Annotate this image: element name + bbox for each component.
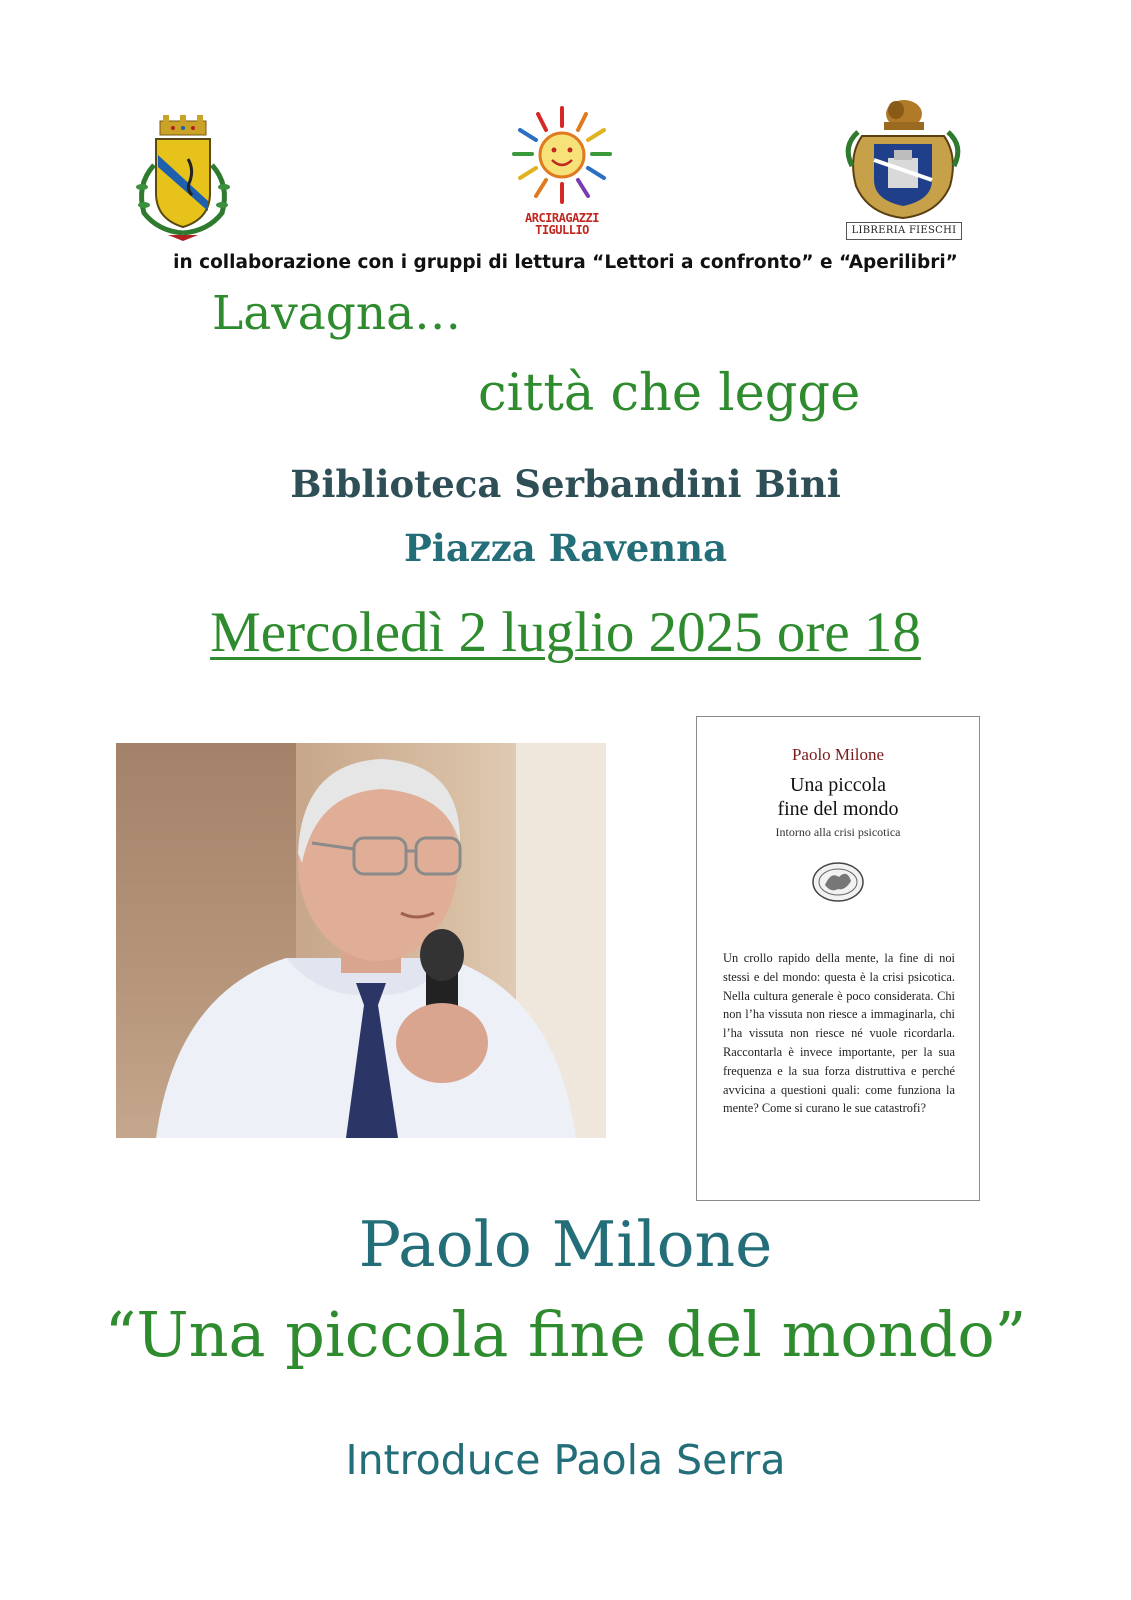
book-cover [696, 716, 980, 1201]
author-name: Paolo Milone [358, 1208, 773, 1281]
tigullio-logo-text: TIGULLIO [535, 223, 589, 237]
book-cover-author: Paolo Milone [791, 745, 885, 764]
book-cover-title-line2: fine del mondo [777, 798, 899, 820]
arciragazzi-logo-text: ARCIRAGAZZI [525, 211, 599, 225]
collaboration-line: in collaborazione con i gruppi di lettura “Lettori a confronto” e “Aperilibri” [173, 252, 958, 273]
headline-lavagna: Lavagna… [212, 286, 462, 341]
headline-citta-che-legge: città che legge [478, 364, 861, 423]
libreria-fieschi-logo [838, 96, 968, 244]
book-title-quoted: “Una piccola fine del mondo” [104, 1298, 1027, 1371]
venue-place: Piazza Ravenna [403, 526, 728, 570]
venue-name: Biblioteca Serbandini Bini [290, 462, 841, 506]
introducer-line: Introduce Paola Serra [345, 1436, 786, 1484]
publisher-emblem-icon [811, 861, 865, 903]
arciragazzi-sun-logo [506, 100, 618, 240]
author-photo [116, 743, 606, 1138]
book-cover-subtitle: Intorno alla crisi psicotica [775, 825, 901, 839]
event-datetime: Mercoledì 2 luglio 2025 ore 18 [210, 601, 921, 664]
municipal-crest-logo [128, 115, 238, 245]
book-cover-title [697, 773, 979, 821]
libreria-fieschi-label: LIBRERIA FIESCHI [846, 222, 962, 240]
book-cover-blurb: Un crollo rapido della mente, la fine di noi stessi e del mondo: questa è la crisi psicotica. Nella cultura generale è poco considerata. Chi non l’ha vissuta non riesce a immaginarla, chi l’ha vissuta non riesce né vuole ricordarla. Raccontarla è invece importante, per la sua frequenza e la sua forza distruttiva e perché avvicina a questioni quali: come funziona la mente? Come si curano le sue catastrofi? [723, 951, 955, 1116]
book-cover-title-line1: Una piccola [789, 774, 887, 796]
